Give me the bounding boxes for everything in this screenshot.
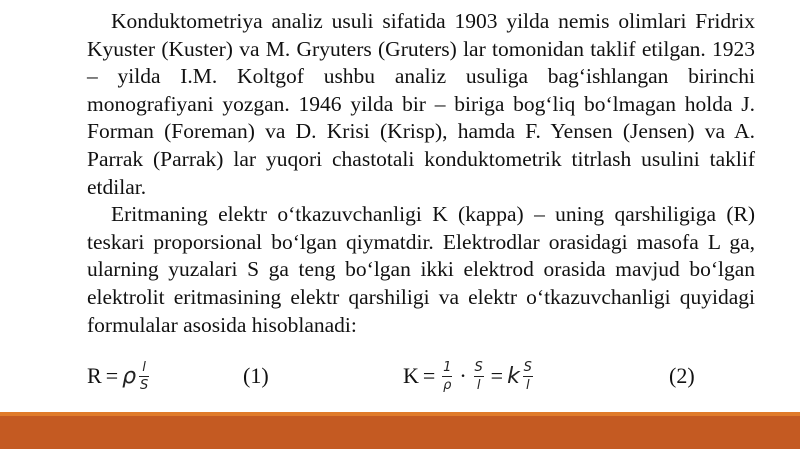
formula2-equals: = — [422, 363, 436, 388]
formula2-fraction-2 — [474, 361, 484, 392]
formula2-fraction-3 — [523, 361, 533, 392]
formula-conductivity — [403, 356, 536, 396]
formula2-num2: S — [474, 359, 483, 375]
formula2-den2: l — [476, 377, 481, 393]
formula2-label: (2) — [669, 363, 695, 388]
paragraph-conductivity: Eritmaning elektr o‘tkazuvchanligi K (kappa) – uning qarshiligiga (R) teskari proporsional bo‘lgan qiymatdir. Elektrodlar orasidagi masofa L ga, ularning yuzalari S ga teng bo‘lgan ikki elektrod orasida mavjud bo‘lgan elektrolit eritmasining elektr qarshiligi va elektr o‘tkazuvchanligi quyidagi formulalar asosida hisoblanadi: — [87, 202, 755, 337]
formula2-k: k — [507, 363, 520, 389]
formula2-num3: S — [523, 359, 532, 375]
footer-band — [0, 416, 800, 449]
formula1-label: (1) — [243, 363, 269, 388]
formula2-den3: l — [526, 377, 530, 393]
formula2-equals-2: = — [490, 363, 504, 388]
formula2-den1: ρ — [443, 377, 452, 393]
formula2-dot: · — [459, 363, 467, 388]
formula1-rho: ρ — [122, 363, 137, 389]
paragraph-history: Konduktometriya analiz usuli sifatida 1903 yilda nemis olimlari Fridrix Kyuster (Kuster) va M. Gryuters (Gruters) lar tomonidan taklif etilgan. 1923 – yilda I.M. Koltgof ushbu analiz usuliga bag‘ishlangan birinchi monografiyani yozgan. 1946 yilda bir – biriga bog‘liq bo‘lmagan holda J. Forman (Foreman) va D. Krisi (Krisp), hamda F. Yensen (Jensen) va A. Parrak (Parrak) lar yuqori chastotali konduktometrik titrlash usulini taklif etdilar. — [87, 9, 755, 199]
slide-body — [87, 8, 755, 339]
formula1-lhs: R — [87, 363, 102, 388]
formula2-num1: 1 — [443, 359, 452, 375]
formula1-numerator: l — [142, 359, 146, 375]
formula1-equals: = — [105, 363, 119, 388]
formula1-fraction — [139, 361, 149, 392]
formula2-fraction-1 — [442, 361, 452, 392]
formula-row — [0, 356, 800, 396]
formula1-denominator: S — [139, 377, 149, 393]
formula-resistance — [87, 356, 152, 396]
formula2-lhs: K — [403, 363, 419, 388]
